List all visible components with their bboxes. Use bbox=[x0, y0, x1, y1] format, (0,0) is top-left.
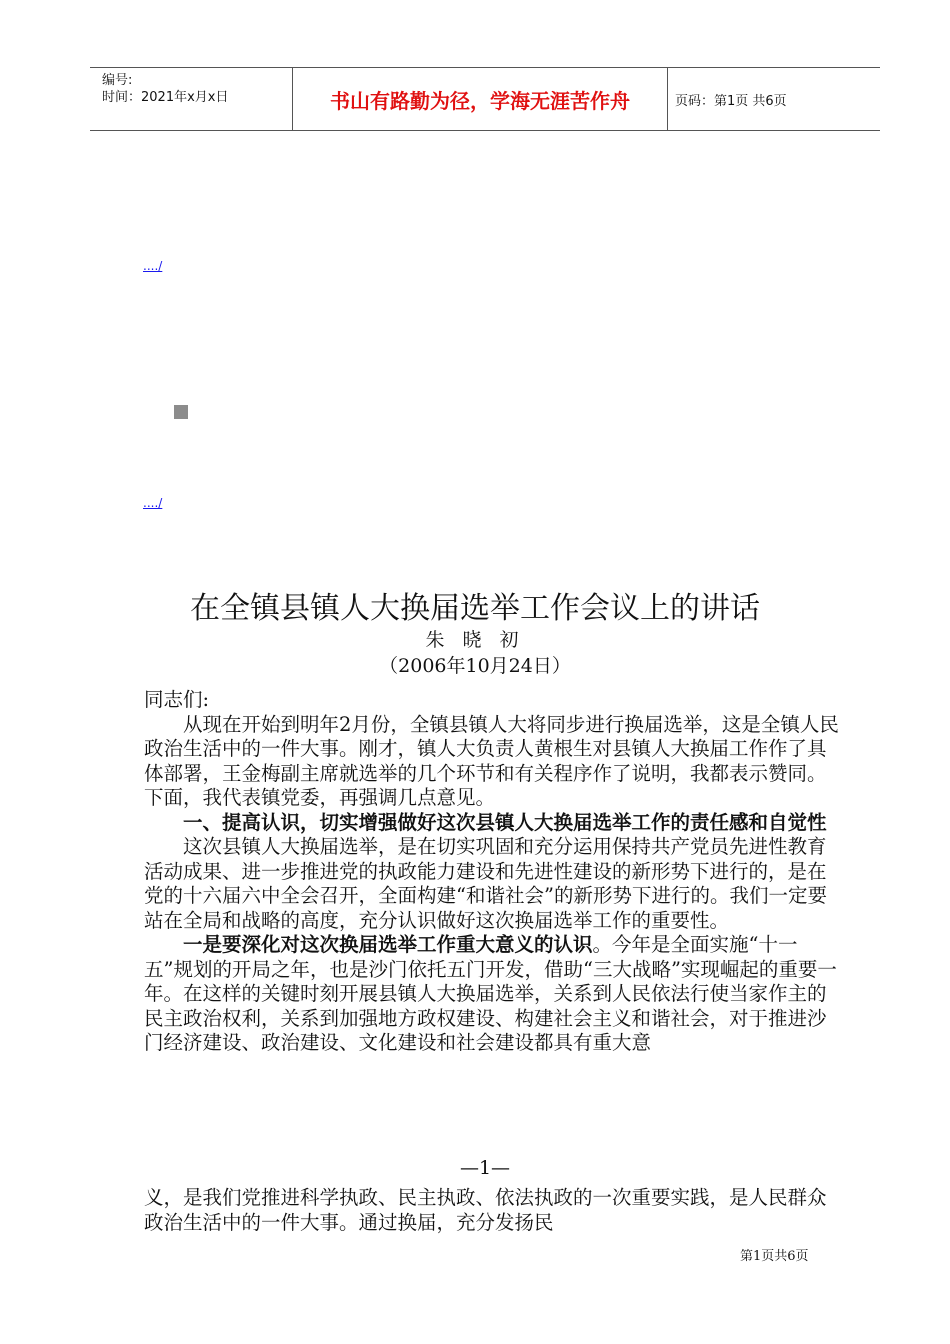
document-title: 在全镇县镇人大换届选举工作会议上的讲话 bbox=[190, 591, 760, 626]
header-page-label: 页码：第1页 共6页 bbox=[675, 93, 787, 109]
page-header bbox=[90, 67, 880, 131]
section-heading-1: 一、提高认识，切实增强做好这次县镇人大换届选举工作的责任感和自觉性 bbox=[183, 810, 827, 834]
page-marker: —1— bbox=[459, 1157, 511, 1179]
paragraph-3-rest: 。今年是全面实施“十一五”规划的开局之年，也是沙门依托五门开发，借助“三大战略”实现崛起的重要一年。在这样的关键时刻开展县镇人大换届选举，关系到人民依法行使当家作主的民主政治权利，关系到加强地方政权建设、构建社会主义和谐社会，对于推进沙门经济建设、政治建设、文化建设和社会建设都具有重大意 bbox=[144, 933, 837, 1054]
document-body bbox=[144, 688, 844, 1056]
link-top[interactable]: ..../ bbox=[143, 259, 163, 273]
time-label: 时间：2021年x月x日 bbox=[102, 90, 229, 105]
paragraph-2: 这次县镇人大换届选举，是在切实巩固和充分运用保持共产党员先进性教育活动成果、进一步推进党的执政能力建设和先进性建设的新形势下进行的，是在党的十六届六中全会召开，全面构建“和谐社会”的新形势下进行的。我们一定要站在全局和战略的高度，充分认识做好这次换届选举工作的重要性。 bbox=[144, 835, 827, 932]
paragraph-4: 义，是我们党推进科学执政、民主执政、依法执政的一次重要实践，是人民群众政治生活中的一件大事。通过换届，充分发扬民 bbox=[144, 1186, 827, 1234]
document-body-continued bbox=[144, 1186, 844, 1235]
salutation: 同志们: bbox=[144, 688, 210, 711]
bullet-square-icon bbox=[174, 405, 188, 419]
document-author: 朱 晓 初 bbox=[425, 629, 525, 651]
document-date: （2006年10月24日） bbox=[379, 655, 571, 677]
code-label: 编号: bbox=[102, 73, 133, 88]
paragraph-1: 从现在开始到明年2月份，全镇县镇人大将同步进行换届选举，这是全镇人民政治生活中的一件大事。刚才，镇人大负责人黄根生对县镇人大换届工作作了具体部署，王金梅副主席就选举的几个环节和有关程序作了说明，我都表示赞同。下面，我代表镇党委，再强调几点意见。 bbox=[144, 712, 839, 809]
header-motto: 书山有路勤为径，学海无涯苦作舟 bbox=[292, 68, 668, 130]
footer-page: 第1页共6页 bbox=[740, 1249, 809, 1264]
paragraph-3 bbox=[144, 933, 844, 1056]
header-meta bbox=[90, 68, 292, 130]
paragraph-3-lead: 一是要深化对这次换届选举工作重大意义的认识 bbox=[183, 933, 593, 956]
link-second[interactable]: ..../ bbox=[143, 496, 163, 510]
